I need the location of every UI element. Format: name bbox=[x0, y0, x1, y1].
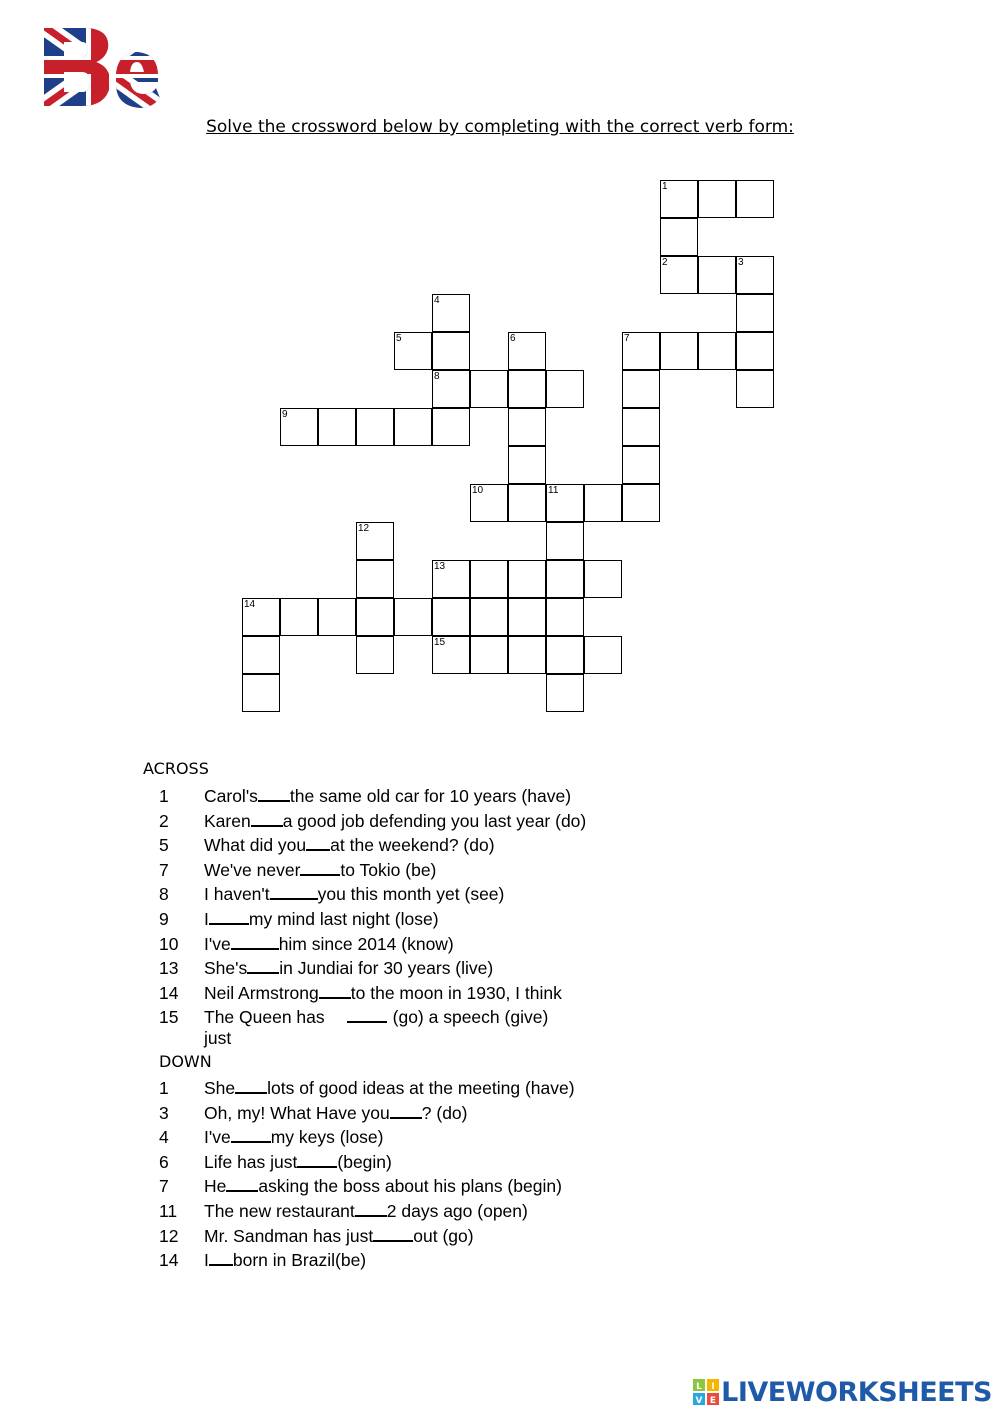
clue-text: She lots of good ideas at the meeting (have) bbox=[204, 1078, 575, 1098]
crossword-letter-input[interactable] bbox=[547, 485, 583, 521]
crossword-letter-input[interactable] bbox=[471, 637, 507, 673]
crossword-cell[interactable] bbox=[394, 598, 432, 636]
clue-continuation: just bbox=[204, 1028, 232, 1049]
clue-number-label: 2 bbox=[662, 257, 668, 268]
answer-blank bbox=[235, 1078, 267, 1094]
crossword-letter-input[interactable] bbox=[547, 371, 583, 407]
clue-number-label: 5 bbox=[396, 333, 402, 344]
crossword-cell[interactable] bbox=[584, 560, 622, 598]
crossword-cell-start-3[interactable] bbox=[736, 256, 774, 294]
crossword-cell-start-11[interactable] bbox=[546, 484, 584, 522]
clue-text: Neil Armstrong to the moon in 1930, I think bbox=[204, 982, 562, 1003]
crossword-cell[interactable] bbox=[622, 446, 660, 484]
crossword-cell[interactable] bbox=[736, 180, 774, 218]
crossword-letter-input[interactable] bbox=[737, 257, 773, 293]
crossword-letter-input[interactable] bbox=[395, 599, 431, 635]
crossword-letter-input[interactable] bbox=[509, 371, 545, 407]
brand-name: LIVEWORKSHEETS bbox=[721, 1376, 992, 1408]
clue-text: We've never to Tokio (be) bbox=[204, 859, 437, 880]
crossword-cell[interactable] bbox=[508, 560, 546, 598]
crossword-cell[interactable] bbox=[508, 484, 546, 522]
crossword-letter-input[interactable] bbox=[433, 599, 469, 635]
crossword-letter-input[interactable] bbox=[585, 485, 621, 521]
crossword-letter-input[interactable] bbox=[509, 599, 545, 635]
crossword-cell-start-2[interactable] bbox=[660, 256, 698, 294]
crossword-letter-input[interactable] bbox=[623, 447, 659, 483]
crossword-cell-start-14[interactable] bbox=[242, 598, 280, 636]
clue-text: He asking the boss about his plans (begin) bbox=[204, 1176, 562, 1197]
crossword-cell-start-13[interactable] bbox=[432, 560, 470, 598]
crossword-cell[interactable] bbox=[698, 332, 736, 370]
answer-blank bbox=[355, 1201, 387, 1217]
clue-number: 1 bbox=[159, 1078, 169, 1098]
crossword-letter-input[interactable] bbox=[319, 599, 355, 635]
svg-text:V: V bbox=[695, 1396, 703, 1405]
crossword-letter-input[interactable] bbox=[547, 561, 583, 597]
crossword-letter-input[interactable] bbox=[585, 561, 621, 597]
crossword-cell[interactable] bbox=[470, 636, 508, 674]
crossword-cell[interactable] bbox=[736, 294, 774, 332]
crossword-letter-input[interactable] bbox=[509, 333, 545, 369]
answer-blank bbox=[226, 1176, 258, 1192]
answer-blank bbox=[231, 934, 279, 950]
crossword-letter-input[interactable] bbox=[661, 257, 697, 293]
crossword-cell[interactable] bbox=[508, 370, 546, 408]
crossword-cell-start-9[interactable] bbox=[280, 408, 318, 446]
crossword-cell[interactable] bbox=[546, 560, 584, 598]
answer-blank bbox=[300, 860, 340, 876]
crossword-cell[interactable] bbox=[242, 636, 280, 674]
crossword-letter-input[interactable] bbox=[357, 637, 393, 673]
crossword-letter-input[interactable] bbox=[737, 181, 773, 217]
answer-blank bbox=[209, 909, 249, 925]
crossword-letter-input[interactable] bbox=[661, 219, 697, 255]
crossword-letter-input[interactable] bbox=[661, 181, 697, 217]
clue-number: 2 bbox=[159, 810, 169, 831]
crossword-letter-input[interactable] bbox=[433, 409, 469, 445]
clue-number: 9 bbox=[159, 909, 169, 929]
answer-blank bbox=[347, 1007, 387, 1023]
crossword-cell[interactable] bbox=[318, 598, 356, 636]
crossword-letter-input[interactable] bbox=[433, 371, 469, 407]
crossword-cell-start-10[interactable] bbox=[470, 484, 508, 522]
crossword-cell-start-4[interactable] bbox=[432, 294, 470, 332]
crossword-cell[interactable] bbox=[736, 332, 774, 370]
clue-number-label: 11 bbox=[548, 485, 559, 496]
crossword-letter-input[interactable] bbox=[281, 409, 317, 445]
clue-number: 11 bbox=[159, 1201, 178, 1221]
clue-number: 5 bbox=[159, 835, 169, 856]
crossword-letter-input[interactable] bbox=[623, 371, 659, 407]
crossword-cell[interactable] bbox=[470, 560, 508, 598]
crossword-cell-start-5[interactable] bbox=[394, 332, 432, 370]
clue-number-label: 8 bbox=[434, 371, 440, 382]
crossword-letter-input[interactable] bbox=[433, 333, 469, 369]
clue-number: 13 bbox=[159, 958, 179, 979]
crossword-letter-input[interactable] bbox=[737, 295, 773, 331]
liveworksheets-logo-icon bbox=[693, 1379, 719, 1405]
clue-number-label: 15 bbox=[434, 637, 446, 648]
crossword-cell[interactable] bbox=[508, 598, 546, 636]
crossword-cell[interactable] bbox=[356, 598, 394, 636]
crossword-cell-start-7[interactable] bbox=[622, 332, 660, 370]
answer-blank bbox=[209, 1250, 233, 1266]
clue-number: 6 bbox=[159, 1151, 169, 1172]
crossword-letter-input[interactable] bbox=[509, 485, 545, 521]
answer-blank bbox=[247, 958, 279, 974]
clue-text: I born in Brazil(be) bbox=[204, 1250, 367, 1271]
clue-number: 3 bbox=[159, 1102, 169, 1123]
clue-number-label: 13 bbox=[434, 561, 446, 572]
crossword-cell-start-1[interactable] bbox=[660, 180, 698, 218]
crossword-letter-input[interactable] bbox=[471, 485, 507, 521]
be-flag-logo bbox=[38, 22, 162, 110]
crossword-cell[interactable] bbox=[318, 408, 356, 446]
across-heading: ACROSS bbox=[143, 759, 209, 778]
crossword-letter-input[interactable] bbox=[433, 295, 469, 331]
crossword-letter-input[interactable] bbox=[357, 409, 393, 445]
crossword-letter-input[interactable] bbox=[357, 523, 393, 559]
crossword-cell[interactable] bbox=[546, 522, 584, 560]
clue-text: I my mind last night (lose) bbox=[204, 909, 439, 929]
crossword-letter-input[interactable] bbox=[547, 675, 583, 711]
crossword-cell[interactable] bbox=[432, 332, 470, 370]
answer-blank bbox=[297, 1152, 337, 1168]
crossword-cell[interactable] bbox=[546, 598, 584, 636]
crossword-cell[interactable] bbox=[280, 598, 318, 636]
crossword-cell[interactable] bbox=[698, 180, 736, 218]
crossword-cell[interactable] bbox=[508, 408, 546, 446]
clue-number: 12 bbox=[159, 1225, 179, 1246]
crossword-letter-input[interactable] bbox=[471, 599, 507, 635]
crossword-cell[interactable] bbox=[660, 218, 698, 256]
crossword-letter-input[interactable] bbox=[547, 599, 583, 635]
svg-text:E: E bbox=[710, 1396, 717, 1405]
answer-blank bbox=[306, 835, 330, 851]
answer-blank bbox=[251, 811, 283, 827]
crossword-letter-input[interactable] bbox=[737, 333, 773, 369]
clue-text: I haven't you this month yet (see) bbox=[204, 884, 505, 905]
clue-text: Mr. Sandman has just out (go) bbox=[204, 1225, 474, 1246]
answer-blank bbox=[319, 983, 351, 999]
answer-blank bbox=[231, 1127, 271, 1143]
clue-number-label: 9 bbox=[282, 409, 288, 420]
clue-number: 1 bbox=[159, 786, 169, 806]
answer-blank bbox=[270, 884, 318, 900]
crossword-letter-input[interactable] bbox=[433, 637, 469, 673]
crossword-cell[interactable] bbox=[356, 560, 394, 598]
liveworksheets-brand[interactable] bbox=[693, 1375, 992, 1409]
crossword-cell[interactable] bbox=[584, 636, 622, 674]
crossword-letter-input[interactable] bbox=[433, 561, 469, 597]
crossword-cell[interactable] bbox=[736, 370, 774, 408]
down-heading: DOWN bbox=[159, 1052, 212, 1071]
clue-text: Oh, my! What Have you ? (do) bbox=[204, 1102, 468, 1123]
crossword-letter-input[interactable] bbox=[357, 561, 393, 597]
clue-number-label: 1 bbox=[662, 181, 668, 192]
clue-number-label: 6 bbox=[510, 333, 516, 344]
answer-blank bbox=[390, 1103, 422, 1119]
answer-blank bbox=[258, 786, 290, 802]
crossword-letter-input[interactable] bbox=[509, 637, 545, 673]
clue-text: Karen a good job defending you last year (do) bbox=[204, 810, 587, 831]
crossword-letter-input[interactable] bbox=[623, 485, 659, 521]
clue-number: 14 bbox=[159, 982, 179, 1003]
clue-text: I've my keys (lose) bbox=[204, 1127, 384, 1148]
crossword-letter-input[interactable] bbox=[699, 257, 735, 293]
svg-text:L: L bbox=[696, 1382, 703, 1392]
crossword-cell-start-8[interactable] bbox=[432, 370, 470, 408]
clue-number: 8 bbox=[159, 884, 169, 905]
crossword-cell[interactable] bbox=[394, 408, 432, 446]
crossword-cell[interactable] bbox=[356, 636, 394, 674]
crossword-letter-input[interactable] bbox=[395, 409, 431, 445]
crossword-cell[interactable] bbox=[546, 370, 584, 408]
clue-number: 4 bbox=[159, 1127, 169, 1148]
clue-number-label: 4 bbox=[434, 295, 440, 306]
crossword-letter-input[interactable] bbox=[737, 371, 773, 407]
crossword-letter-input[interactable] bbox=[319, 409, 355, 445]
instructions-title: Solve the crossword below by completing with the correct verb form: bbox=[206, 117, 794, 137]
crossword-cell-start-6[interactable] bbox=[508, 332, 546, 370]
crossword-cell-start-15[interactable] bbox=[432, 636, 470, 674]
crossword-cell[interactable] bbox=[432, 408, 470, 446]
clue-number: 10 bbox=[159, 933, 179, 954]
crossword-letter-input[interactable] bbox=[471, 561, 507, 597]
crossword-cell[interactable] bbox=[508, 446, 546, 484]
crossword-cell[interactable] bbox=[470, 370, 508, 408]
clue-number-label: 7 bbox=[624, 333, 630, 344]
crossword-letter-input[interactable] bbox=[281, 599, 317, 635]
clue-text: The Queen has (go) a speech (give) bbox=[204, 1007, 549, 1028]
crossword-cell[interactable] bbox=[432, 598, 470, 636]
clue-text: The new restaurant 2 days ago (open) bbox=[204, 1201, 528, 1221]
crossword-letter-input[interactable] bbox=[471, 371, 507, 407]
crossword-cell[interactable] bbox=[546, 636, 584, 674]
crossword-letter-input[interactable] bbox=[509, 409, 545, 445]
crossword-letter-input[interactable] bbox=[243, 637, 279, 673]
crossword-cell[interactable] bbox=[622, 408, 660, 446]
crossword-cell[interactable] bbox=[622, 484, 660, 522]
crossword-letter-input[interactable] bbox=[661, 333, 697, 369]
clue-text: She's in Jundiai for 30 years (live) bbox=[204, 958, 494, 979]
crossword-cell[interactable] bbox=[546, 674, 584, 712]
crossword-letter-input[interactable] bbox=[699, 333, 735, 369]
crossword-letter-input[interactable] bbox=[243, 599, 279, 635]
crossword-cell-start-12[interactable] bbox=[356, 522, 394, 560]
crossword-letter-input[interactable] bbox=[357, 599, 393, 635]
crossword-letter-input[interactable] bbox=[699, 181, 735, 217]
crossword-cell[interactable] bbox=[470, 598, 508, 636]
crossword-cell[interactable] bbox=[660, 332, 698, 370]
crossword-letter-input[interactable] bbox=[585, 637, 621, 673]
crossword-letter-input[interactable] bbox=[623, 409, 659, 445]
crossword-letter-input[interactable] bbox=[547, 637, 583, 673]
crossword-letter-input[interactable] bbox=[547, 523, 583, 559]
crossword-letter-input[interactable] bbox=[509, 561, 545, 597]
crossword-cell[interactable] bbox=[242, 674, 280, 712]
crossword-letter-input[interactable] bbox=[623, 333, 659, 369]
clue-number: 7 bbox=[159, 859, 169, 880]
clue-number: 15 bbox=[159, 1007, 179, 1028]
crossword-cell[interactable] bbox=[584, 484, 622, 522]
clue-number-label: 12 bbox=[358, 523, 370, 534]
clue-number: 14 bbox=[159, 1250, 179, 1271]
clue-number: 7 bbox=[159, 1176, 169, 1197]
crossword-cell[interactable] bbox=[508, 636, 546, 674]
crossword-letter-input[interactable] bbox=[243, 675, 279, 711]
clue-text: Life has just (begin) bbox=[204, 1151, 392, 1172]
clue-text: Carol's the same old car for 10 years (have) bbox=[204, 786, 572, 806]
crossword-cell[interactable] bbox=[698, 256, 736, 294]
crossword-letter-input[interactable] bbox=[395, 333, 431, 369]
clue-text: I've him since 2014 (know) bbox=[204, 933, 454, 954]
answer-blank bbox=[373, 1226, 413, 1242]
crossword-cell[interactable] bbox=[622, 370, 660, 408]
svg-text:I: I bbox=[711, 1382, 715, 1392]
crossword-cell[interactable] bbox=[356, 408, 394, 446]
clue-number-label: 14 bbox=[244, 599, 256, 610]
crossword-letter-input[interactable] bbox=[509, 447, 545, 483]
clue-text: What did you at the weekend? (do) bbox=[204, 835, 495, 856]
clue-number-label: 3 bbox=[738, 257, 744, 268]
clue-number-label: 10 bbox=[472, 485, 484, 496]
